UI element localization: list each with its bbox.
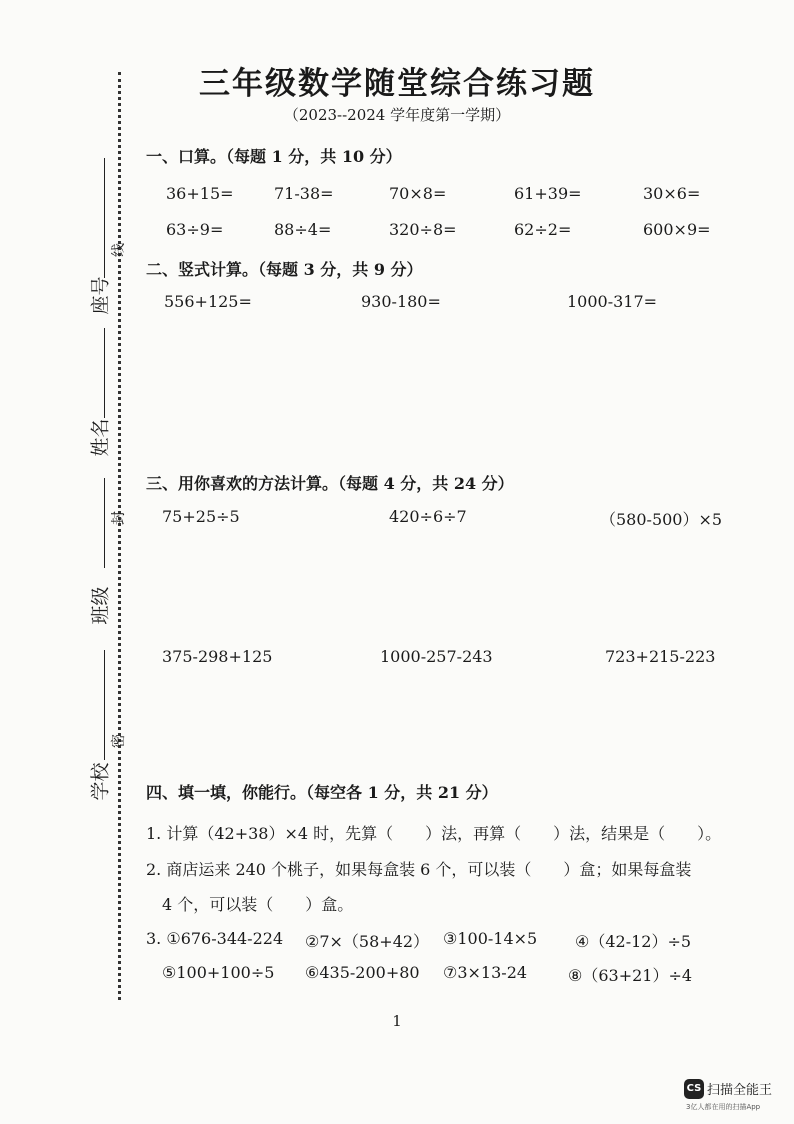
method-calc-problem: 723+215-223 [605,647,716,666]
method-calc-problem: 1000-257-243 [380,647,493,666]
oral-problem: 71-38= [274,184,334,203]
school-line [104,650,105,760]
section-4-heading: 四、填一填，你能行。（每空各 1 分，共 21 分） [146,783,498,802]
oral-problem: 30×6= [643,184,701,203]
oral-problem: 61+39= [514,184,582,203]
expression-item: ⑧（63+21）÷4 [568,966,693,985]
name-label: 姓名 [89,418,112,457]
page-subtitle: （2023--2024 学年度第一学期） [283,106,511,124]
fill-question-1: 1. 计算（42+38）×4 时，先算（ ）法，再算（ ）法，结果是（ ）。 [146,824,722,843]
seal-mark-seal: 封 [111,511,127,525]
watermark-text: 扫描全能王 [707,1083,773,1098]
expression-item: ④（42-12）÷5 [575,932,692,951]
seat-number-label: 座号 [89,276,112,315]
oral-problem: 70×8= [389,184,447,203]
vertical-calc-problem: 930-180= [361,292,441,311]
page-title: 三年级数学随堂综合练习题 [199,66,595,102]
oral-problem: 36+15= [166,184,234,203]
oral-problem: 600×9= [643,220,711,239]
seal-mark-secret: 密 [111,734,127,748]
method-calc-problem: 375-298+125 [162,647,273,666]
expression-item: 3. ①676-344-224 [146,929,284,948]
method-calc-problem: （580-500）×5 [600,510,723,529]
fill-question-2: 2. 商店运来 240 个桃子，如果每盒装 6 个，可以装（ ）盒；如果每盒装 [146,860,692,879]
expression-item: ⑥435-200+80 [305,963,420,982]
oral-problem: 63÷9= [166,220,224,239]
oral-problem: 88÷4= [274,220,332,239]
oral-problem: 62÷2= [514,220,572,239]
vertical-calc-problem: 556+125= [164,292,252,311]
section-3-heading: 三、用你喜欢的方法计算。（每题 4 分，共 24 分） [146,474,514,493]
expression-item: ③100-14×5 [443,929,538,948]
page-number: 1 [392,1012,402,1030]
expression-item: ⑦3×13-24 [443,963,528,982]
binding-dotted-line [118,72,121,1000]
class-line [104,478,105,568]
oral-problem: 320÷8= [389,220,457,239]
vertical-calc-problem: 1000-317= [567,292,658,311]
expression-item: ②7×（58+42） [305,932,430,951]
fill-question-2-continued: 4 个，可以装（ ）盒。 [162,895,354,914]
section-1-heading: 一、口算。（每题 1 分，共 10 分） [146,147,402,166]
scanner-watermark [684,1078,772,1099]
method-calc-problem: 75+25÷5 [162,507,240,526]
watermark-subtext: 3亿人都在用的扫描App [686,1103,761,1111]
scanner-logo-icon: CS [684,1079,704,1099]
class-label: 班级 [89,586,112,625]
seat-number-line [104,158,105,278]
seal-mark-line: 线 [111,243,127,257]
method-calc-problem: 420÷6÷7 [389,507,467,526]
name-line [104,328,105,418]
expression-item: ⑤100+100÷5 [162,963,275,982]
school-label: 学校 [89,762,112,801]
section-2-heading: 二、竖式计算。（每题 3 分，共 9 分） [146,260,423,279]
